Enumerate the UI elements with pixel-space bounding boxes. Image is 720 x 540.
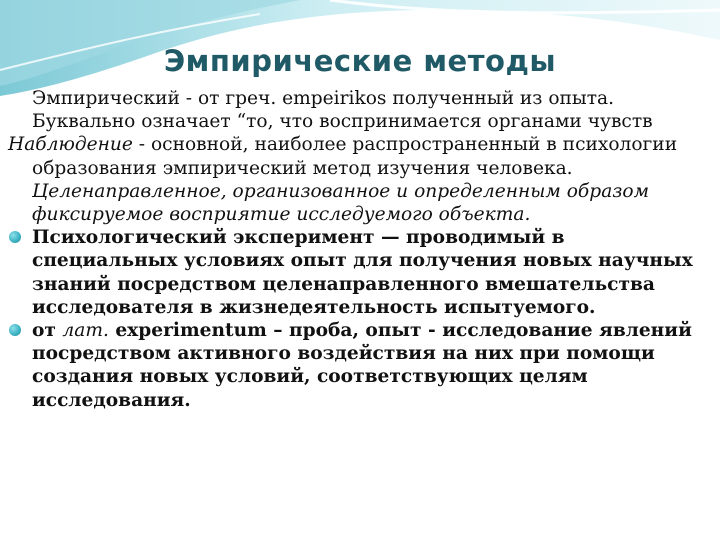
bullet-etymology xyxy=(8,319,714,412)
observation-paragraph xyxy=(8,133,714,226)
bullet-experiment xyxy=(8,226,714,319)
slide-title: Эмпирические методы xyxy=(163,44,557,78)
slide-body xyxy=(8,87,714,412)
bullet-etymology-text: experimentum – проба, опыт - исследование явлений посредством активного воздействия на них при помощи создания новых условий, соответствующих целям исследования. xyxy=(32,320,692,411)
bullet-dot-icon xyxy=(9,324,21,336)
bullet-etymology-lat: лат. xyxy=(62,320,109,342)
definition-paragraph: Эмпирический - от греч. empeirikos полученный из опыта. Буквально означает “то, что воспринимается органами чувств xyxy=(32,88,653,133)
observation-text: - основной, наиболее распространенный в психологии образования эмпирический метод изучения человека. xyxy=(32,134,678,179)
observation-term: Наблюдение xyxy=(8,134,133,156)
bullet-etymology-prefix: от xyxy=(32,320,63,342)
bullet-experiment-text: Психологический эксперимент — проводимый в специальных условиях опыт для получения новых научных знаний посредством целенаправленного вмешательства исследователя в жизнедеятельность испытуемого. xyxy=(32,227,693,318)
observation-italic-text: Целенаправленное, организованное и определенным образом фиксируемое восприятие исследуемого объекта. xyxy=(32,180,650,226)
bullet-dot-icon xyxy=(9,231,21,243)
